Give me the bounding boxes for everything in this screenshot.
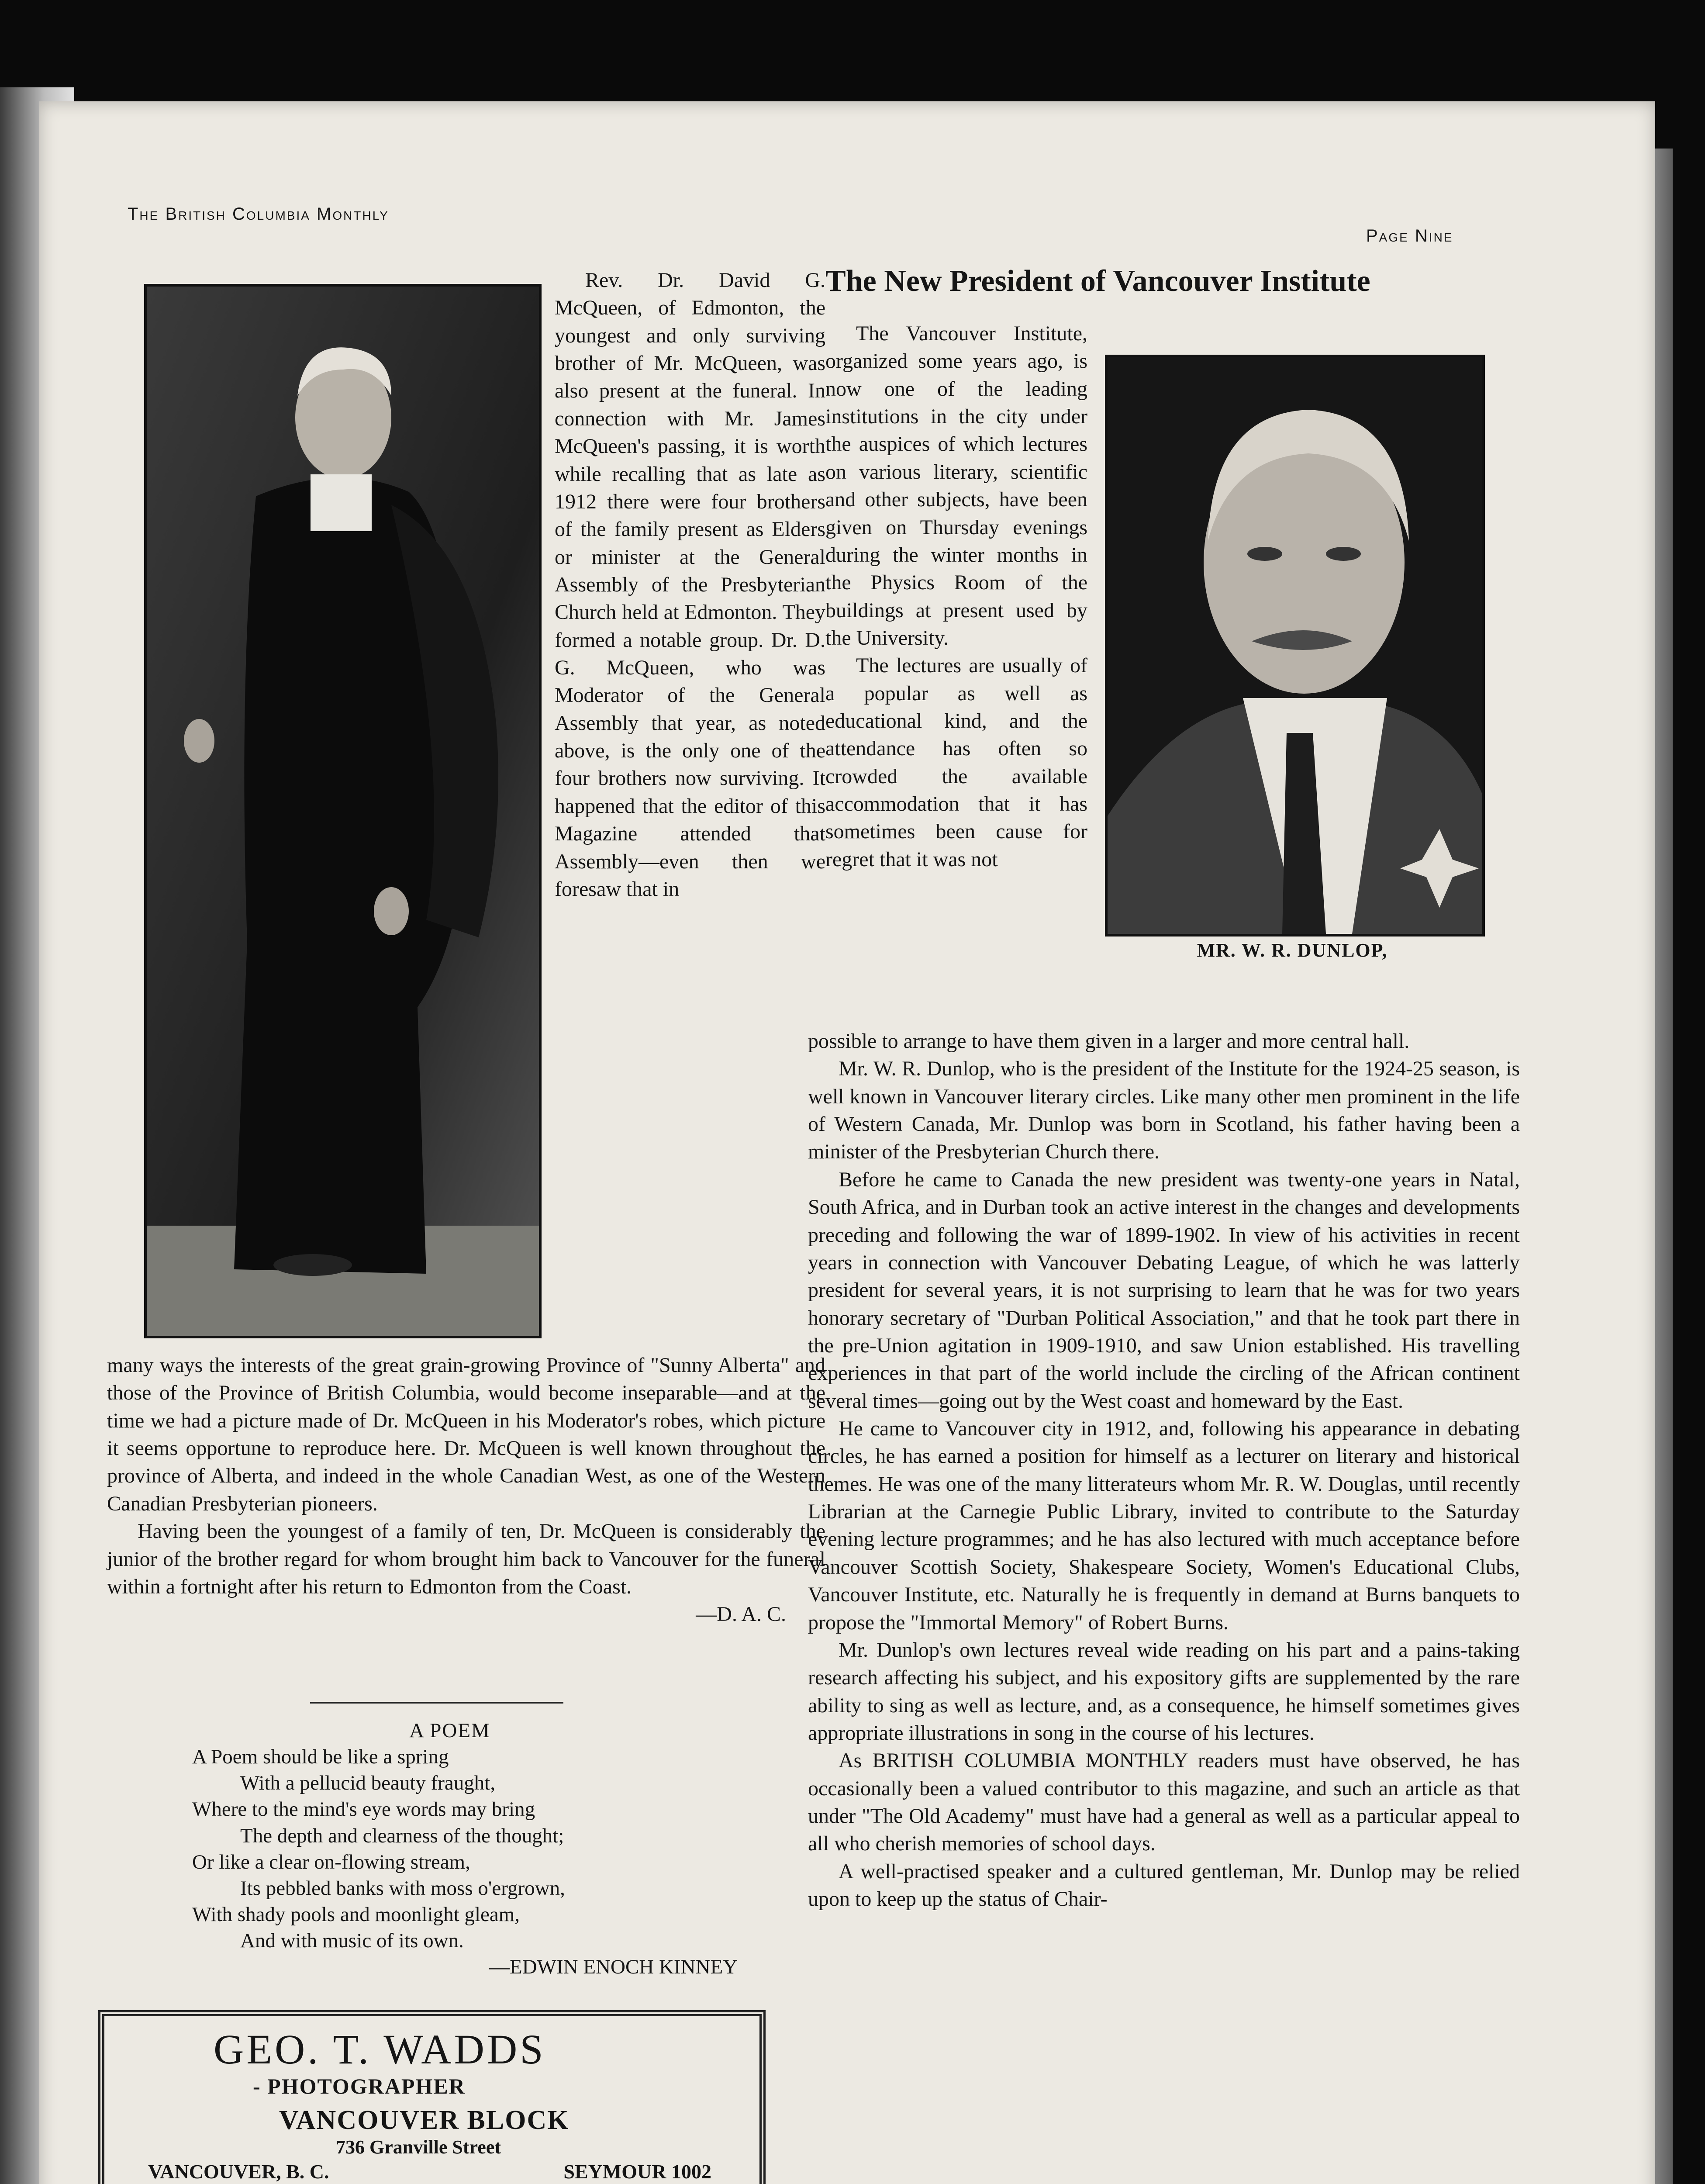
page-number: Page Nine: [1366, 226, 1453, 245]
mcqueen-portrait-image: [147, 287, 539, 1336]
mcqueen-column-text: [555, 266, 825, 903]
ad-profession: - PHOTOGRAPHER: [253, 2074, 466, 2098]
ad-building: VANCOUVER BLOCK: [279, 2105, 569, 2135]
poem-line: With shady pools and moonlight gleam,: [192, 1903, 520, 1926]
ad-city: VANCOUVER, B. C.: [148, 2160, 329, 2183]
article-narrow-text: [825, 320, 1087, 873]
poem-line: And with music of its own.: [240, 1929, 464, 1952]
mcqueen-paragraph-1-cont: many ways the interests of the great grain-growing Province of "Sunny Alberta" and those of the Province of British Columbia, would become inseparable—and at the time we had a picture made of Dr. McQueen in his Moderator's robes, which picture it seems opportune to reproduce here. Dr. McQueen is well known throughout the province of Alberta, and indeed in the whole Canadian West, as one of the Western Canadian Presbyterian pioneers.: [107, 1354, 825, 1515]
mcqueen-photo: [144, 284, 542, 1338]
ad-phone: SEYMOUR 1002: [563, 2160, 711, 2183]
mcqueen-wide-text: [107, 1351, 825, 1628]
article-paragraph: A well-practised speaker and a cultured gentleman, Mr. Dunlop may be relied upon to keep up the status of Chair-: [808, 1859, 1520, 1911]
photographer-advertisement: [98, 2010, 766, 2184]
ad-name: GEO. T. WADDS: [214, 2026, 546, 2073]
magazine-page: [39, 101, 1655, 2184]
article-paragraph-1: The Vancouver Institute, organized some years ago, is now one of the leading institutions in the city under the auspices of which lectures on various literary, scientific and other subjects, have been given on Thursday evenings during the winter months in the Physics Room of the buildings at present used by the University.: [825, 322, 1087, 650]
poem-line: Where to the mind's eye words may bring: [192, 1798, 535, 1821]
poem: [192, 1717, 812, 1980]
magazine-title: The British Columbia Monthly: [128, 204, 389, 224]
poem-line: A Poem should be like a spring: [192, 1745, 449, 1769]
dunlop-photo: [1105, 355, 1485, 936]
article-wide-text: [808, 1027, 1520, 1913]
poem-line: With a pellucid beauty fraught,: [240, 1772, 496, 1795]
poem-title: A POEM: [409, 1719, 490, 1742]
article-paragraph: Mr. W. R. Dunlop, who is the president of the Institute for the 1924-25 season, is well known in Vancouver literary circles. Like many other men prominent in the life of Western Canada, Mr. Dunlop was born in Scotland, his father having been a minister of the Presbyterian Church there.: [808, 1057, 1520, 1164]
article-paragraph: As BRITISH COLUMBIA MONTHLY readers must have observed, he has occasionally been a valued contributor to this magazine, and such an article as that under "The Old Academy" must have had a general as well as a particular appeal to all who cherish memories of school days.: [808, 1749, 1520, 1856]
poem-line: The depth and clearness of the thought;: [240, 1824, 564, 1847]
poem-line: Or like a clear on-flowing stream,: [192, 1850, 470, 1873]
article-paragraph: Before he came to Canada the new president was twenty-one years in Natal, South Africa, and in Durban took an active interest in the changes and developments preceding and following the war of 1899-1902. In view of his activities in recent years in connection with Vancouver Debating League, of which he was latterly president for several years, it is not surprising to learn that he was for two years honorary secretary of "Durban Political Association," and that he took part there in the pre-Union agitation in 1909-1910, and saw Union established. His travelling experiences in that part of the world include the circling of the African continent several times—going out by the West coast and homeward by the East.: [808, 1168, 1520, 1413]
article-paragraph: Mr. Dunlop's own lectures reveal wide reading on his part and a pains-taking research affecting his subject, and his expository gifts are supplemented by the rare ability to sing as well as lecture, and, as a consequence, he himself sometimes gives appropriate illustrations in song in the course of his lectures.: [808, 1638, 1520, 1745]
mcqueen-paragraph-1: Rev. Dr. David G. McQueen, of Edmonton, the youngest and only surviving brother of Mr. McQueen, was also present at the funeral. In connection with Mr. James McQueen's passing, it is worth while recalling that as late as 1912 there were four brothers of the family present as Elders or minister at the General Assembly of the Presbyterian Church held at Edmonton. They formed a notable group. Dr. D. G. McQueen, who was Moderator of the General Assembly that year, as noted above, is the only one of the four brothers now surviving. It happened that the editor of this Magazine attended that Assembly—even then we foresaw that in: [555, 269, 825, 901]
article-paragraph-2: The lectures are usually of a popular as well as educational kind, and the attendance has often so crowded the available accommodation that it has sometimes been cause for regret that it was not: [825, 654, 1087, 871]
article-title: The New President of Vancouver Institute: [825, 264, 1370, 298]
poem-author: —EDWIN ENOCH KINNEY: [489, 1956, 738, 1979]
article-paragraph-2-cont: possible to arrange to have them given in a larger and more central hall.: [808, 1030, 1410, 1053]
dunlop-caption: MR. W. R. DUNLOP,: [1197, 940, 1388, 961]
mcqueen-paragraph-2: Having been the youngest of a family of ten, Dr. McQueen is considerably the junior of the brother regard for whom brought him back to Vancouver for the funeral within a fortnight after his return to Edmonton from the Coast.: [107, 1520, 825, 1598]
signature: —D. A. C.: [696, 1603, 786, 1626]
poem-rule: [310, 1702, 563, 1704]
article-paragraph: He came to Vancouver city in 1912, and, following his appearance in debating circles, he has earned a position for himself as a lecturer on literary and historical themes. He was one of the many litterateurs whom Mr. R. W. Douglas, until recently Librarian at the Carnegie Public Library, invited to contribute to the Saturday evening lecture programmes; and he has also lectured with much acceptance before Vancouver Scottish Society, Shakespeare Society, Women's Educational Clubs, Vancouver Institute, etc. Naturally he is frequently in demand at Burns banquets to propose the "Immortal Memory" of Robert Burns.: [808, 1417, 1520, 1634]
poem-line: Its pebbled banks with moss o'ergrown,: [240, 1876, 565, 1900]
ad-street: 736 Granville Street: [336, 2136, 501, 2158]
dunlop-portrait-image: [1108, 357, 1482, 934]
